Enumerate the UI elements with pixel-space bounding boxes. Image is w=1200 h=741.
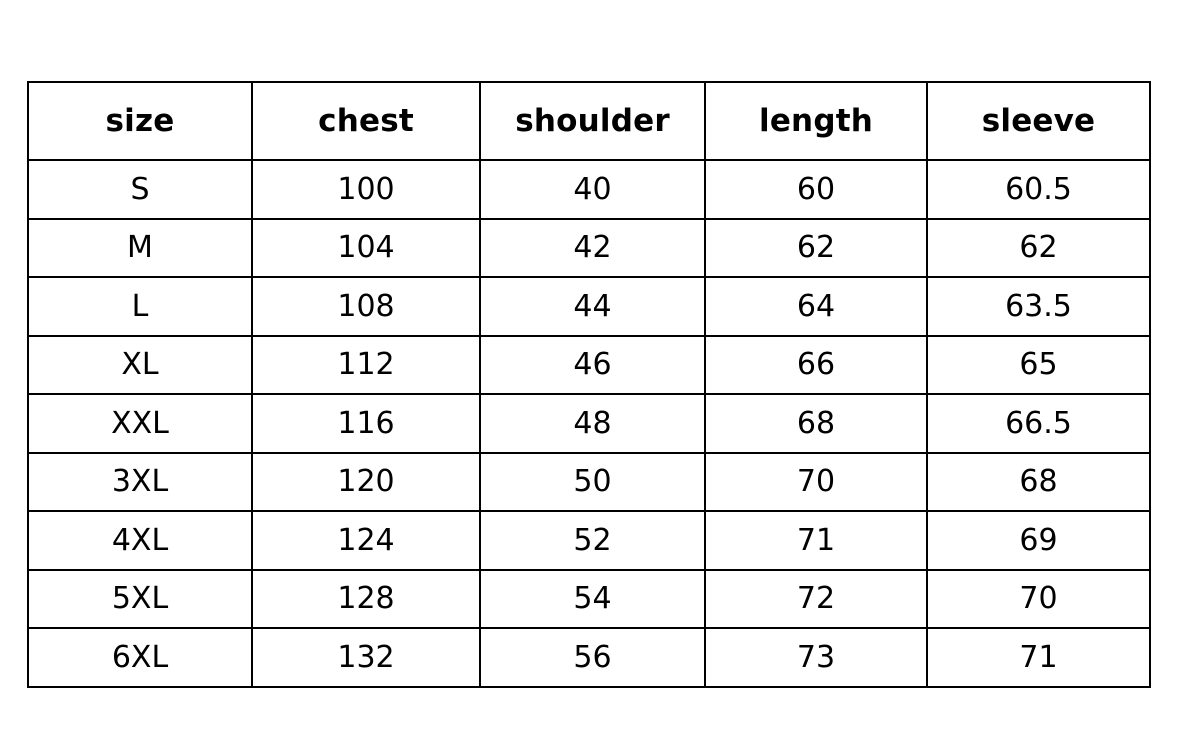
cell-chest: 116 <box>252 394 480 453</box>
cell-size: 6XL <box>28 628 252 687</box>
cell-sleeve: 65 <box>927 336 1150 395</box>
cell-size: M <box>28 219 252 278</box>
cell-shoulder: 42 <box>480 219 705 278</box>
table-row <box>28 394 1150 453</box>
cell-size: 5XL <box>28 570 252 629</box>
column-header-length: length <box>705 82 927 160</box>
table-row <box>28 160 1150 219</box>
cell-length: 64 <box>705 277 927 336</box>
cell-length: 68 <box>705 394 927 453</box>
cell-sleeve: 70 <box>927 570 1150 629</box>
cell-shoulder: 52 <box>480 511 705 570</box>
table-row <box>28 219 1150 278</box>
cell-chest: 120 <box>252 453 480 512</box>
cell-shoulder: 40 <box>480 160 705 219</box>
cell-sleeve: 62 <box>927 219 1150 278</box>
cell-sleeve: 66.5 <box>927 394 1150 453</box>
cell-length: 70 <box>705 453 927 512</box>
table-row <box>28 336 1150 395</box>
cell-chest: 100 <box>252 160 480 219</box>
table-row <box>28 511 1150 570</box>
cell-length: 72 <box>705 570 927 629</box>
cell-size: L <box>28 277 252 336</box>
cell-size: XL <box>28 336 252 395</box>
cell-sleeve: 68 <box>927 453 1150 512</box>
column-header-shoulder: shoulder <box>480 82 705 160</box>
cell-shoulder: 56 <box>480 628 705 687</box>
cell-size: 3XL <box>28 453 252 512</box>
table-row <box>28 628 1150 687</box>
cell-length: 71 <box>705 511 927 570</box>
cell-length: 66 <box>705 336 927 395</box>
cell-shoulder: 48 <box>480 394 705 453</box>
cell-size: S <box>28 160 252 219</box>
table-row <box>28 570 1150 629</box>
column-header-size: size <box>28 82 252 160</box>
cell-sleeve: 60.5 <box>927 160 1150 219</box>
cell-sleeve: 71 <box>927 628 1150 687</box>
cell-length: 73 <box>705 628 927 687</box>
column-header-chest: chest <box>252 82 480 160</box>
cell-chest: 128 <box>252 570 480 629</box>
table-row <box>28 453 1150 512</box>
column-header-sleeve: sleeve <box>927 82 1150 160</box>
cell-shoulder: 54 <box>480 570 705 629</box>
cell-chest: 104 <box>252 219 480 278</box>
cell-sleeve: 63.5 <box>927 277 1150 336</box>
cell-chest: 124 <box>252 511 480 570</box>
size-chart-table <box>27 81 1151 688</box>
cell-sleeve: 69 <box>927 511 1150 570</box>
table-row <box>28 277 1150 336</box>
cell-length: 62 <box>705 219 927 278</box>
table-header-row <box>28 82 1150 160</box>
cell-chest: 112 <box>252 336 480 395</box>
cell-shoulder: 46 <box>480 336 705 395</box>
cell-shoulder: 44 <box>480 277 705 336</box>
cell-shoulder: 50 <box>480 453 705 512</box>
cell-chest: 132 <box>252 628 480 687</box>
cell-size: XXL <box>28 394 252 453</box>
size-chart-container <box>27 81 1149 688</box>
cell-chest: 108 <box>252 277 480 336</box>
cell-length: 60 <box>705 160 927 219</box>
cell-size: 4XL <box>28 511 252 570</box>
